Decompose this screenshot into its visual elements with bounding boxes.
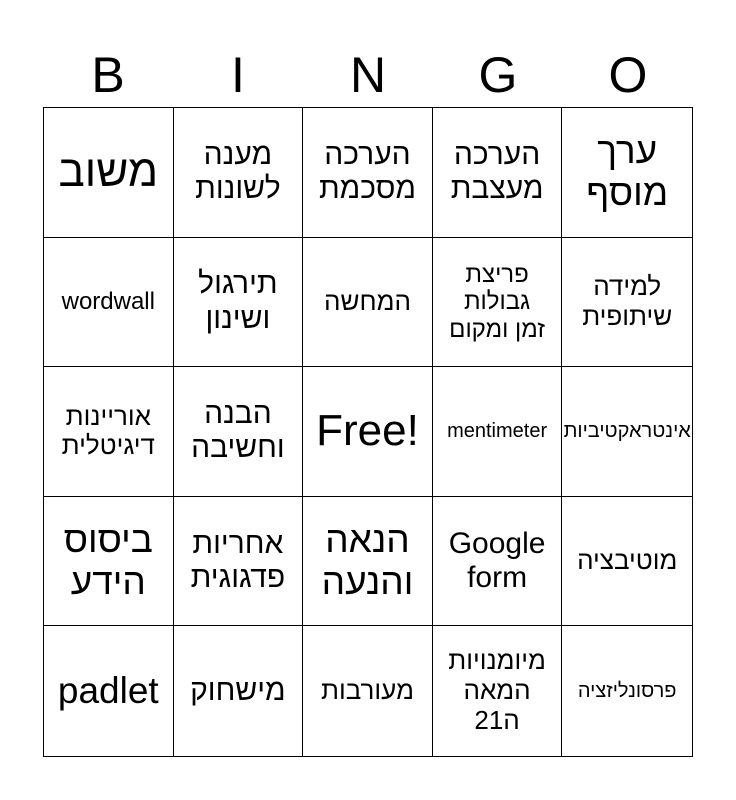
cell-label: משוב xyxy=(58,147,159,196)
cell-label: padlet xyxy=(57,669,159,711)
cell-label: הערכה מסכמת xyxy=(318,137,417,206)
bingo-cell[interactable] xyxy=(433,367,563,497)
cell-label: פריצת גבולות זמן ומקום xyxy=(449,260,545,343)
bingo-cell[interactable] xyxy=(303,108,433,238)
cell-label: Free! xyxy=(316,406,419,456)
cell-label: הבנה וחשיבה xyxy=(191,396,285,465)
free-space-cell[interactable] xyxy=(303,367,433,497)
bingo-cell[interactable] xyxy=(562,497,692,627)
bingo-cell[interactable] xyxy=(433,108,563,238)
cell-label: אחריות פדגוגית xyxy=(190,526,286,595)
header-letter-o: O xyxy=(608,47,648,103)
cell-label: אינטראקטיביות xyxy=(563,419,691,442)
bingo-header xyxy=(43,44,693,106)
cell-label: הנאה והנעה xyxy=(321,518,414,603)
cell-label: מישחוק xyxy=(190,673,286,707)
bingo-cell[interactable] xyxy=(174,497,304,627)
cell-label: פרסונליזציה xyxy=(577,679,677,702)
cell-label: Google form xyxy=(448,526,546,595)
bingo-cell[interactable] xyxy=(303,626,433,756)
cell-label: המחשה xyxy=(324,285,411,316)
bingo-cell[interactable] xyxy=(433,626,563,756)
bingo-board xyxy=(43,107,693,757)
bingo-cell[interactable] xyxy=(562,108,692,238)
cell-label: wordwall xyxy=(61,288,155,316)
bingo-cell[interactable] xyxy=(174,626,304,756)
cell-label: מענה לשונות xyxy=(195,137,281,206)
cell-label: מיומנויות המאה ה21 xyxy=(448,645,546,736)
cell-label: למידה שיתופית xyxy=(582,271,673,331)
bingo-cell[interactable] xyxy=(44,626,174,756)
cell-label: תירגול ושינון xyxy=(198,267,278,335)
bingo-cell[interactable] xyxy=(433,238,563,368)
cell-label: הערכה מעצבת xyxy=(450,137,544,206)
bingo-cell[interactable] xyxy=(562,367,692,497)
bingo-cell[interactable] xyxy=(562,238,692,368)
header-letter-n: N xyxy=(349,47,387,103)
bingo-cell[interactable] xyxy=(174,367,304,497)
cell-label: ביסוס הידע xyxy=(63,518,153,603)
bingo-cell[interactable] xyxy=(303,238,433,368)
header-letter-b: B xyxy=(91,47,125,103)
bingo-cell[interactable] xyxy=(174,108,304,238)
header-letter-g: G xyxy=(478,47,518,103)
bingo-cell[interactable] xyxy=(44,238,174,368)
cell-label: מעורבות xyxy=(321,675,414,706)
bingo-cell[interactable] xyxy=(44,108,174,238)
bingo-cell[interactable] xyxy=(44,367,174,497)
cell-label: מוטיבציה xyxy=(577,545,678,576)
bingo-cell[interactable] xyxy=(44,497,174,627)
cell-label: אוריינות דיגיטלית xyxy=(61,400,155,461)
cell-label: ערך מוסף xyxy=(586,129,669,214)
header-letter-i: I xyxy=(231,47,245,103)
bingo-cell[interactable] xyxy=(174,238,304,368)
bingo-cell[interactable] xyxy=(303,497,433,627)
bingo-cell[interactable] xyxy=(433,497,563,627)
bingo-cell[interactable] xyxy=(562,626,692,756)
cell-label: mentimeter xyxy=(447,419,548,442)
